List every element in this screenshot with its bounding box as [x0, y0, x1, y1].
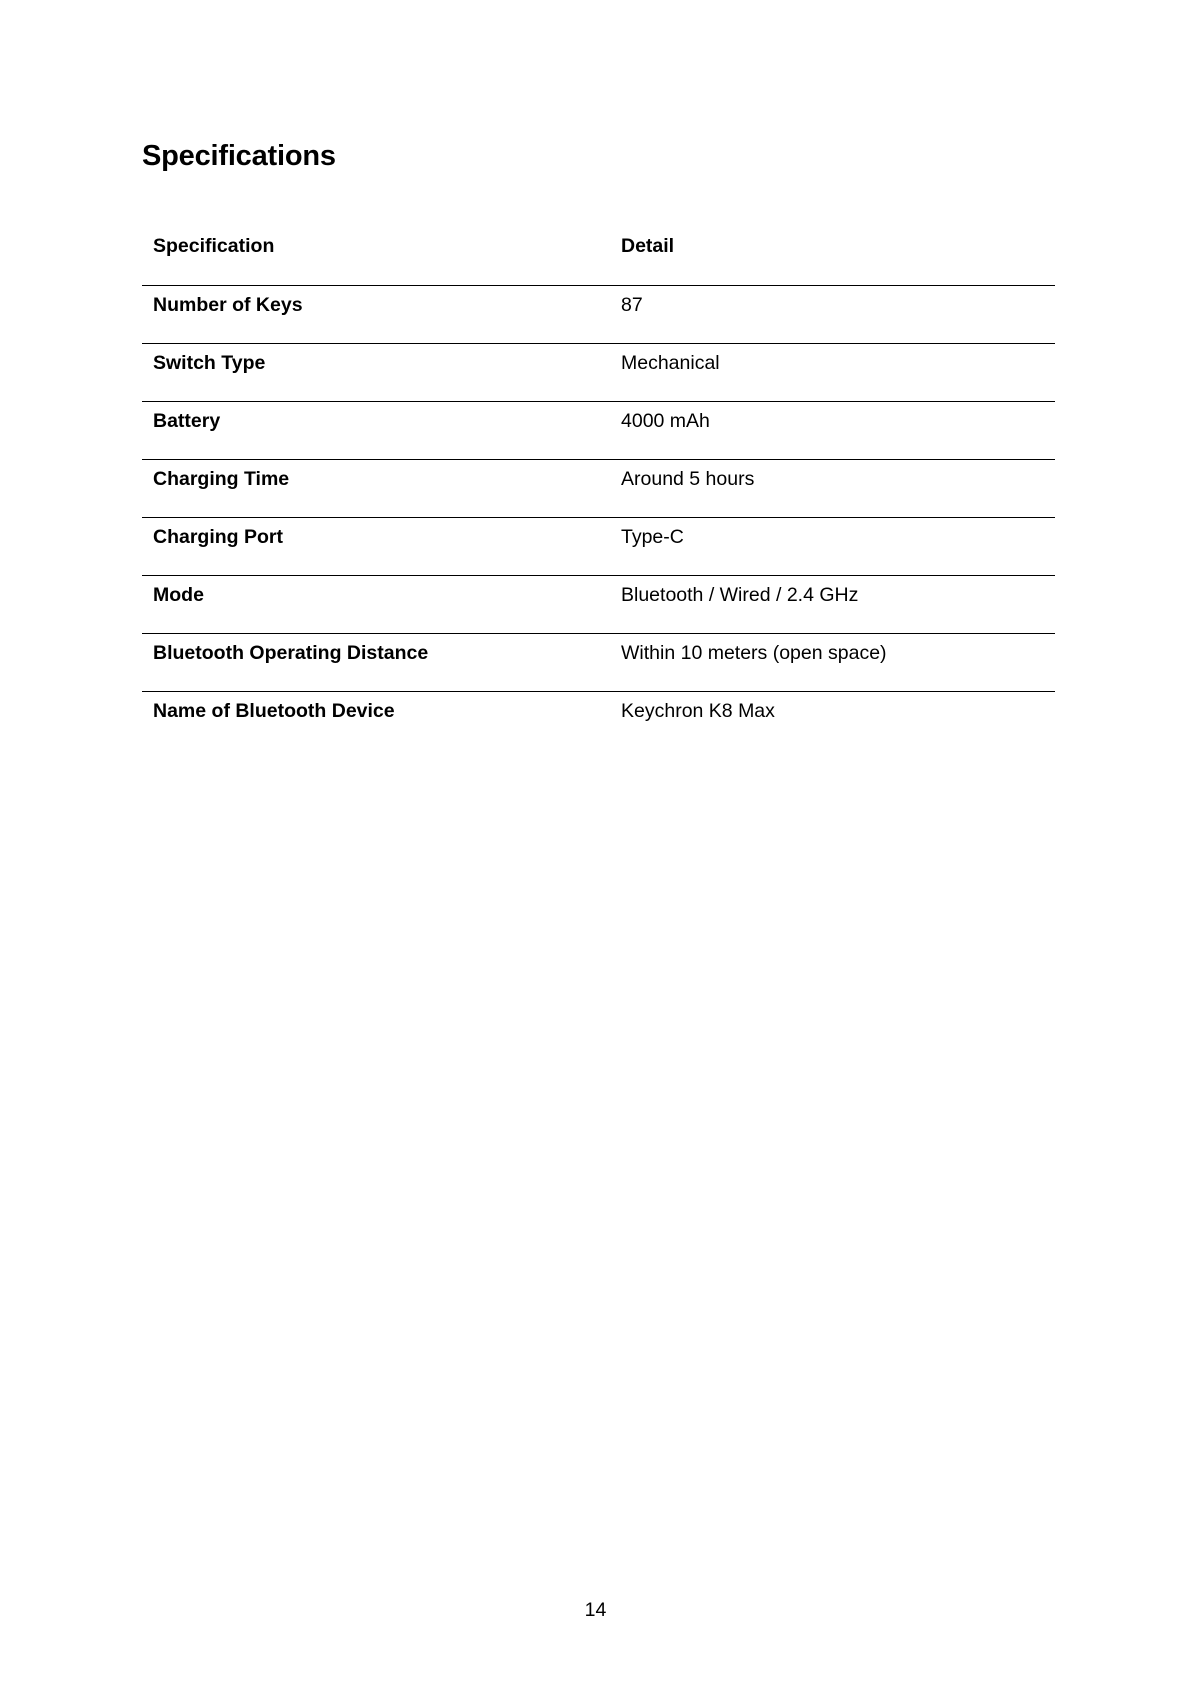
table-row — [142, 343, 1055, 401]
column-header-detail: Detail — [610, 227, 1055, 285]
spec-name: Battery — [142, 401, 610, 459]
spec-name: Switch Type — [142, 343, 610, 401]
spec-name: Charging Port — [142, 517, 610, 575]
spec-name: Number of Keys — [142, 285, 610, 343]
spec-value: Mechanical — [610, 343, 1055, 401]
spec-value: Bluetooth / Wired / 2.4 GHz — [610, 575, 1055, 633]
specifications-table — [142, 227, 1055, 749]
table-body — [142, 285, 1055, 749]
table-row — [142, 285, 1055, 343]
page-title: Specifications — [142, 140, 336, 172]
spec-value: Type-C — [610, 517, 1055, 575]
table-header-row — [142, 227, 1055, 285]
table-row — [142, 575, 1055, 633]
spec-value: 87 — [610, 285, 1055, 343]
page-number: 14 — [584, 1599, 607, 1621]
spec-value: Keychron K8 Max — [610, 691, 1055, 749]
table-row — [142, 691, 1055, 749]
spec-value: Within 10 meters (open space) — [610, 633, 1055, 691]
spec-name: Name of Bluetooth Device — [142, 691, 610, 749]
spec-name: Bluetooth Operating Distance — [142, 633, 610, 691]
table-row — [142, 517, 1055, 575]
spec-name: Charging Time — [142, 459, 610, 517]
table-header — [142, 227, 1055, 285]
column-header-specification: Specification — [142, 227, 610, 285]
spec-value: Around 5 hours — [610, 459, 1055, 517]
spec-value: 4000 mAh — [610, 401, 1055, 459]
table-row — [142, 401, 1055, 459]
table-row — [142, 633, 1055, 691]
spec-name: Mode — [142, 575, 610, 633]
table-row — [142, 459, 1055, 517]
